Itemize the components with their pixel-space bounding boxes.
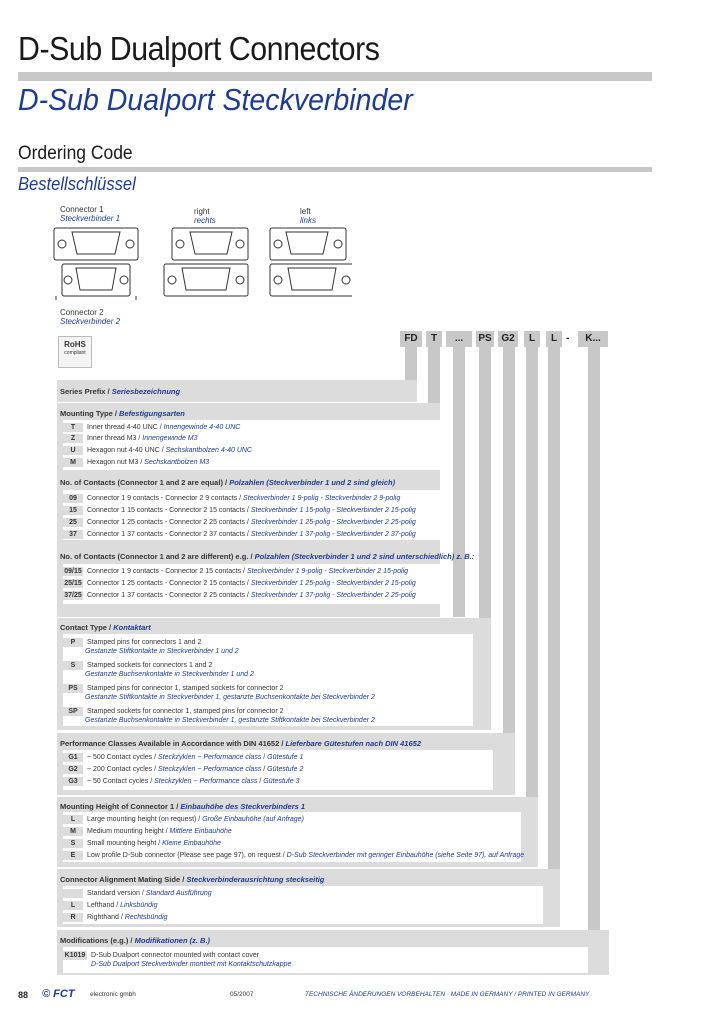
contacts-equal-row: 15 Connector 1 15 contacts - Connector 2 15 contacts / Steckverbinder 1 15-polig - Steckverbinder 2 15-polig — [63, 506, 416, 515]
height-row: S Small mounting height / Kleine Einbauhöhe — [63, 839, 221, 848]
line-height — [526, 347, 538, 867]
connector-drawings — [52, 222, 352, 302]
contacts-equal-row: 37 Connector 1 37 contacts - Connector 2 37 contacts / Steckverbinder 1 37-polig - Steckverbinder 2 37-polig — [63, 530, 416, 539]
left-label: left links — [300, 207, 317, 225]
contact-type-row: SP Stamped sockets for connector 1, stamped pins for connector 2 — [63, 707, 284, 716]
contacts-equal-row: 09 Connector 1 9 contacts - Connector 2 9 contacts / Steckverbinder 1 9-polig - Steckverbinder 2 9-polig — [63, 494, 400, 503]
mounting-row: T Inner thread 4-40 UNC / Innengewinde 4-40 UNC — [63, 423, 240, 432]
contacts-diff-row: 25/15 Connector 1 25 contacts - Connector 2 15 contacts / Steckverbinder 1 25-polig - Steckverbinder 2 15-polig — [64, 580, 416, 587]
connector-1-label: Connector 1 Steckverbinder 1 — [60, 205, 121, 223]
height-heading: Mounting Height of Connector 1 / Einbauhöhe des Steckverbinders 1 — [60, 802, 306, 811]
contacts-equal-heading: No. of Contacts (Connector 1 and 2 are equal) / Polzahlen (Steckverbinder 1 und 2 sind gleich) — [60, 478, 396, 487]
page-number: 88 — [18, 990, 29, 1000]
page-title-german: D-Sub Dualport Steckverbinder — [18, 82, 413, 117]
code-contacts: ... — [446, 331, 472, 347]
mounting-row: M Hexagon nut M3 / Sechskantbolzen M3 — [63, 458, 209, 467]
contacts-equal-row: 25 Connector 1 25 contacts - Connector 2 25 contacts / Steckverbinder 1 25-polig - Steckverbinder 2 25-polig — [63, 518, 416, 527]
contact-type-heading: Contact Type / Kontaktart — [60, 623, 151, 632]
modifications-heading: Modifications (e.g.) / Modifikationen (z. B.) — [60, 936, 211, 945]
line-series — [405, 347, 417, 380]
height-row: M Medium mounting height / Mittlere Einbauhöhe — [63, 827, 232, 836]
code-contact-type: PS — [476, 331, 494, 347]
mounting-row: U Hexagon nut 4-40 UNC / Sechskantbolzen 4-40 UNC — [63, 446, 252, 455]
contact-type-row: P Stamped pins for connectors 1 and 2 — [63, 638, 201, 647]
modifications-row-german: D-Sub Dualport Steckverbinder montiert mit Kontaktschutzkappe — [91, 961, 292, 968]
contacts-diff-row: 37/25 Connector 1 37 contacts - Connector 2 25 contacts / Steckverbinder 1 37-polig - Steckverbinder 2 25-polig — [64, 592, 416, 599]
code-modifications: K... — [578, 331, 608, 347]
alignment-row: L Lefthand / Linksbündig — [63, 901, 157, 910]
section-title: Ordering Code — [18, 143, 133, 164]
fct-logo: © FCT — [42, 988, 75, 1000]
line-contacts — [453, 347, 465, 617]
alignment-heading: Connector Alignment Mating Side / Steckverbinderausrichtung steckseitig — [60, 875, 325, 884]
contacts-diff-row: 09/15 Connector 1 9 contacts - Connector 2 15 contacts / Steckverbinder 1 9-polig - Steckverbinder 2 15-polig — [64, 568, 409, 575]
performance-row: G3 ~ 50 Contact cycles / Steckzyklen ~ Performance class / Gütestufe 3 — [63, 777, 299, 786]
alignment-row: Standard version / Standard Ausführung — [63, 889, 212, 898]
footer-note: TECHNISCHE ÄNDERUNGEN VORBEHALTEN · MADE IN GERMANY / PRINTED IN GERMANY — [305, 991, 590, 998]
modifications-row: K1019 D-Sub Dualport connector mounted with contact cover — [64, 952, 260, 959]
height-row: L Large mounting height (on request) / Große Einbauhöhe (auf Anfrage) — [63, 815, 304, 824]
performance-row: G2 ~ 200 Contact cycles / Steckzyklen ~ Performance class / Gütestufe 2 — [63, 765, 303, 774]
connector-2-label: Connector 2 Steckverbinder 2 — [60, 308, 121, 326]
code-height: L — [524, 331, 540, 347]
right-label: right rechts — [194, 207, 216, 225]
contact-type-row-german: Gestanzte Stiftkontakte in Steckverbinder 1 und 2 — [85, 648, 239, 655]
code-alignment: L — [546, 331, 562, 347]
contacts-diff-heading: No. of Contacts (Connector 1 and 2 are different) e.g. / Polzahlen (Steckverbinder 1 und 2 sind unterschiedlich) z. B.: — [60, 552, 475, 561]
performance-heading: Performance Classes Available in Accordance with DIN 41652 / Lieferbare Gütestufen nach DIN 41652 — [60, 739, 421, 748]
company-name: electronic gmbh — [90, 991, 136, 998]
code-mounting: T — [426, 331, 442, 347]
mounting-heading: Mounting Type / Befestigungsarten — [60, 409, 185, 418]
page-title: D-Sub Dualport Connectors — [18, 30, 380, 67]
mounting-row: Z Inner thread M3 / Innengewinde M3 — [63, 434, 198, 443]
contact-type-row: S Stamped sockets for connectors 1 and 2 — [63, 661, 212, 670]
footer-date: 05/2007 — [230, 991, 254, 998]
code-performance: G2 — [498, 331, 518, 347]
series-heading: Series Prefix / Seriesbezeichnung — [60, 387, 181, 396]
contact-type-row-german: Gestanzte Stiftkontakte in Steckverbinder 1, gestanzte Buchsenkontakte bei Steckverbinder 2 — [85, 694, 375, 701]
line-modifications — [588, 347, 600, 975]
code-fd: FD — [400, 331, 422, 347]
alignment-row: R Righthand / Rechtsbündig — [63, 913, 168, 922]
contact-type-row-german: Gestanzte Buchsenkontakte in Steckverbinder 1 und 2 — [85, 671, 254, 678]
contact-type-row: PS Stamped pins for connector 1, stamped sockets for connector 2 — [63, 684, 284, 693]
title-divider — [18, 72, 652, 81]
code-dash: - — [566, 333, 570, 344]
performance-row: G1 ~ 500 Contact cycles / Steckzyklen ~ Performance class / Gütestufe 1 — [63, 753, 303, 762]
rohs-badge: RoHS compliant — [58, 336, 92, 368]
contact-type-row-german: Gestanzte Buchsenkontakte in Steckverbinder 1, gestanzte Stiftkontakte bei Steckverbinder 2 — [85, 717, 375, 724]
line-mounting — [428, 347, 440, 403]
section-divider — [18, 167, 652, 172]
connector-drawing-standard — [54, 228, 138, 300]
line-performance — [503, 347, 515, 795]
line-alignment — [548, 347, 560, 927]
height-row: E Low profile D-Sub connector (Please see page 97), on request / D-Sub Steckverbinder mit geringer Einbauhöhe (siehe Seite 97), auf Anfrage — [63, 851, 524, 860]
connector-drawing-left — [270, 228, 352, 296]
section-title-german: Bestellschlüssel — [18, 174, 136, 194]
connector-drawing-right — [164, 228, 248, 296]
